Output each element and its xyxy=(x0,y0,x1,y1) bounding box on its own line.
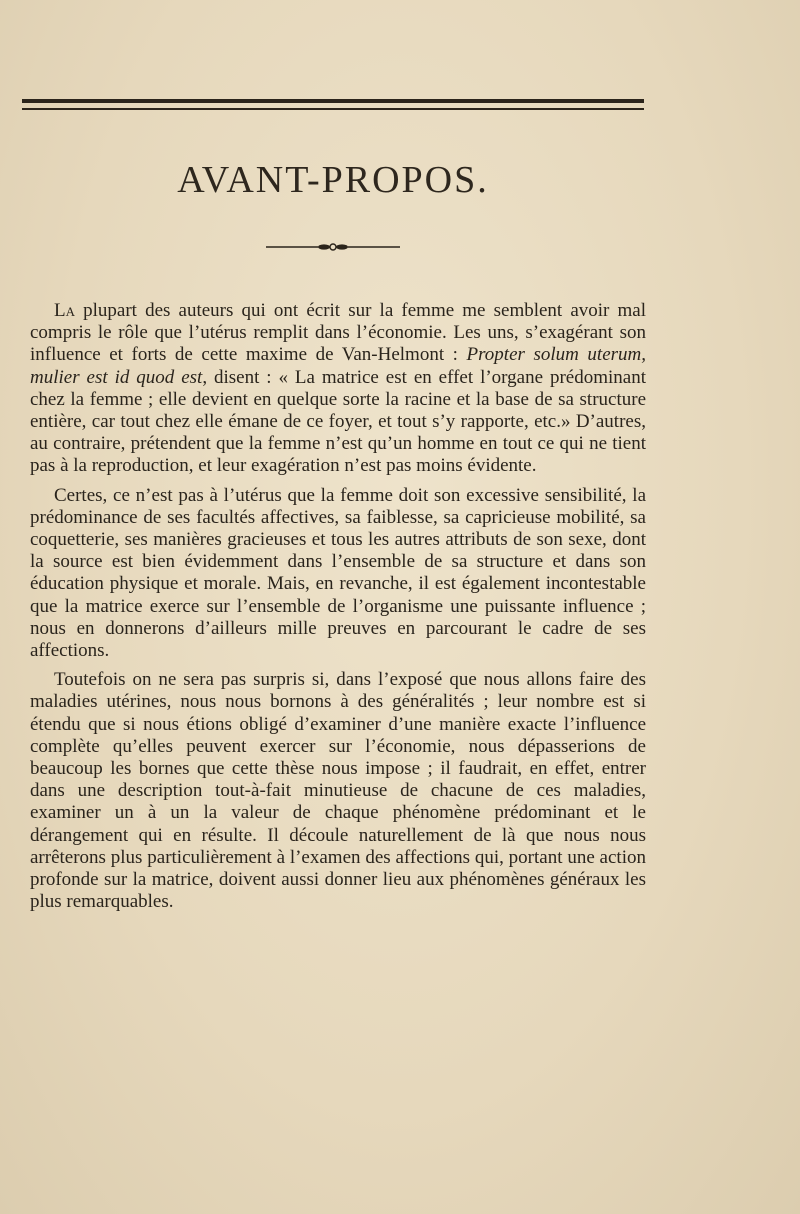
paragraph-1-continuation: , disent : « La matrice est en effet l’organe prédominant chez la femme ; elle devient en quelque sorte la racine et la base de sa structure entière, car tout chez elle émane de ce foyer, et tout s’y rapporte, etc.» D’autres, au contraire, prétendent que la femme n’est qu’un homme en tout ce qui ne tient pas à la reproduction, et leur exagération n’est pas moins évidente. xyxy=(30,366,646,477)
paragraph-lead: La xyxy=(54,300,75,321)
paragraph-1-text: plupart des auteurs qui ont écrit sur la femme me semblent avoir mal compris le rôle que l’utérus remplit dans l’économie. Les uns, s’exagérant son influence et forts de cette maxime de Van-Helmont : xyxy=(30,300,646,366)
header-rule xyxy=(22,99,644,110)
latin-quotation: Propter solum uterum, mulier est id quod est xyxy=(30,344,647,388)
ornament-divider-icon xyxy=(266,242,400,252)
paragraph-3: Toutefois on ne sera pas surpris si, dans l’exposé que nous allons faire des maladies utérines, nous nous bornons à des généralités ; leur nombre est si étendu que si nous étions obligé d’examiner d’une manière exacte l’influence complète qu’elles peuvent exercer sur l’économie, nous dépasserions de beaucoup les bornes que cette thèse nous impose ; il faudrait, en effet, entrer dans une description tout-à-fait minutieuse de chacune de ces maladies, examiner un à un la valeur de chaque phénomène prédominant et le dérangement qui en résulte. Il découle naturellement de là que nous nous arrêterons plus particulièrement à l’examen des affections qui, portant une action profonde sur la matrice, doivent aussi donner lieu aux phénomènes généraux les plus remarquables. xyxy=(30,669,646,913)
page-title: AVANT-PROPOS. xyxy=(177,159,489,201)
body-text xyxy=(30,300,646,913)
paragraph-1 xyxy=(30,300,646,478)
paragraph-2: Certes, ce n’est pas à l’utérus que la femme doit son excessive sensibilité, la prédominance de ses facultés affectives, sa faiblesse, sa capricieuse mobilité, sa coquetterie, ses manières gracieuses et tous les autres attributs de son sexe, dont la source est bien évidemment dans l’ensemble de sa structure et dans son éducation physique et morale. Mais, en revanche, il est également incontestable que la matrice exerce sur l’ensemble de l’organisme une puissante influence ; nous en donnerons d’ailleurs mille preuves en parcourant le cadre de ses affections. xyxy=(30,484,646,662)
